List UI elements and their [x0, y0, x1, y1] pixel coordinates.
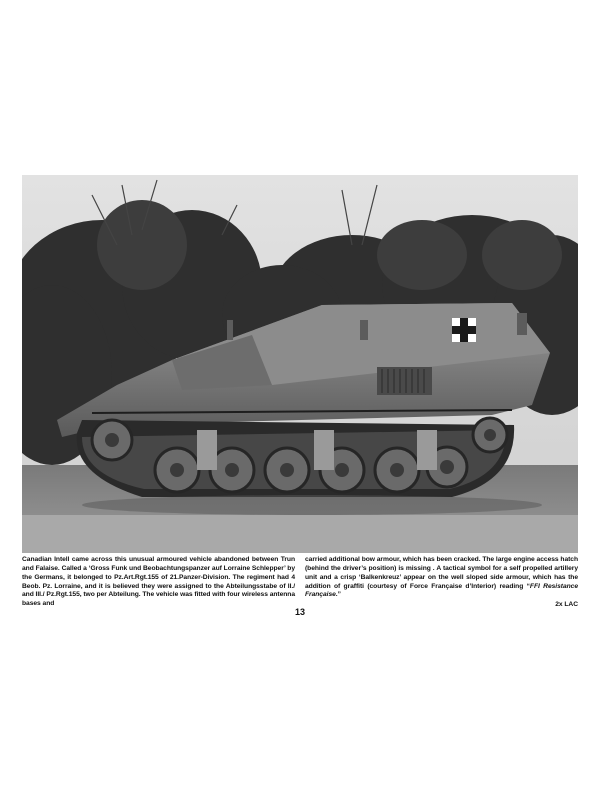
caption-text-right	[305, 556, 578, 600]
caption-column-right	[305, 556, 578, 610]
caption-graffiti-text: FFI Resistance Française	[305, 582, 578, 599]
page-number: 13	[294, 607, 305, 617]
vehicle-photo-illustration	[22, 175, 578, 553]
photo-credit: 2x LAC	[555, 601, 578, 609]
caption-text-left: Canadian Intell came across this unusual armoured vehicle abandoned between Trun and Falaise. Called a ‘Gross Funk und Beobachtungspanzer auf Lorraine Schlepper’ by the Germans, it belonged to Pz.Art.Rgt.155 of 21.Panzer-Division. The regiment had 4 Beob. Pz. Lorraine, and it is believed they were assigned to the Abteilungsstabe of II./ and III./ Pz.Rgt.155, two per Abteilung. The vehicle was fitted with four wireless antenna bases and	[22, 556, 295, 608]
photo-caption	[22, 556, 578, 610]
caption-column-left	[22, 556, 295, 610]
caption-text-right-main: carried additional bow armour, which has been cracked. The large engine access hatch (behind the driver’s position) is missing . A tactical symbol for a self propelled artillery unit and a crisp ‘Balkenkreuz’ appear on the well sloped side armour, which has the addition of graffiti (courtesy of Force Française d’Interior) reading “	[305, 556, 578, 590]
caption-text-right-end: .”	[335, 591, 341, 599]
vehicle-photograph	[22, 175, 578, 553]
